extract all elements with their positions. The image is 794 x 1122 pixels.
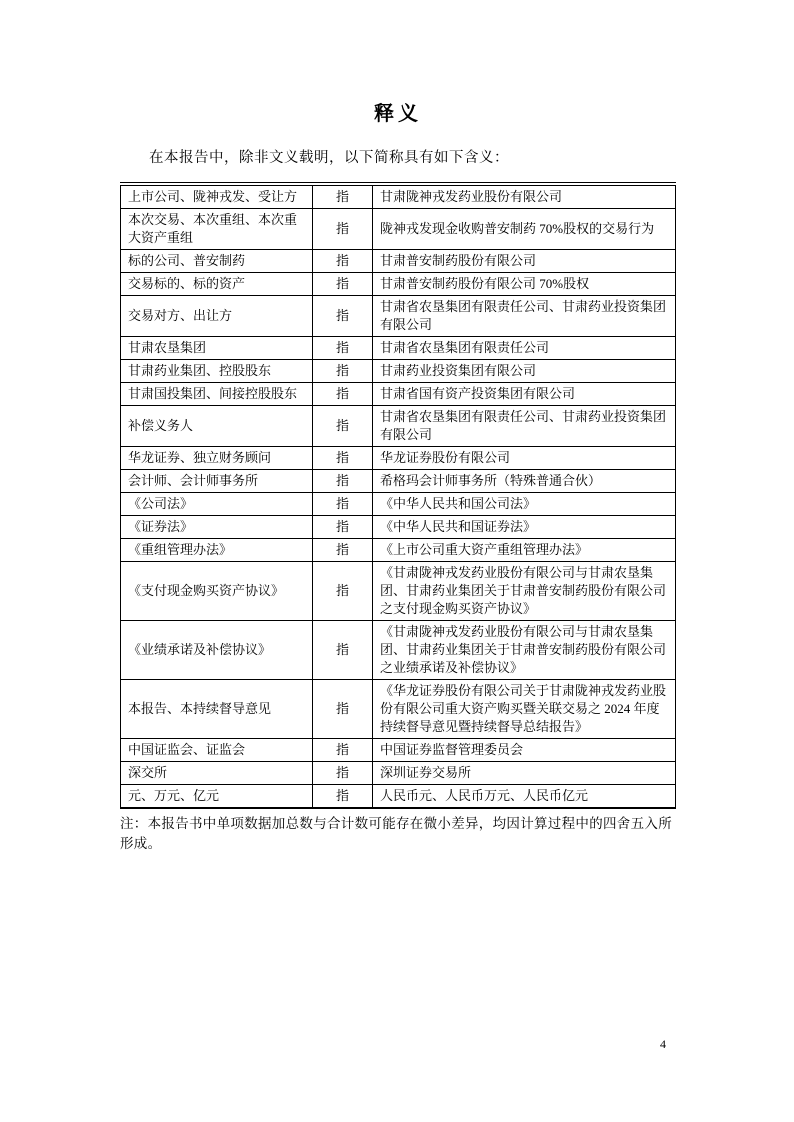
table-row: [121, 296, 676, 337]
ref-cell: 指: [313, 516, 373, 539]
table-row: [121, 470, 676, 493]
table-row: [121, 447, 676, 470]
definition-cell: 甘肃省农垦集团有限责任公司、甘肃药业投资集团有限公司: [373, 296, 676, 337]
ref-cell: 指: [313, 273, 373, 296]
table-row: [121, 785, 676, 809]
term-cell: 本报告、本持续督导意见: [121, 680, 313, 739]
intro-paragraph: 在本报告中，除非文义载明，以下简称具有如下含义：: [149, 150, 509, 166]
definition-cell: 人民币元、人民币万元、人民币亿元: [373, 785, 676, 809]
ref-cell: 指: [313, 785, 373, 809]
table-row: [121, 493, 676, 516]
definition-cell: 甘肃普安制药股份有限公司 70%股权: [373, 273, 676, 296]
ref-cell: 指: [313, 447, 373, 470]
term-cell: 《业绩承诺及补偿协议》: [121, 621, 313, 680]
definition-cell: 深圳证券交易所: [373, 762, 676, 785]
table-row: [121, 562, 676, 621]
definition-cell: 《中华人民共和国证券法》: [373, 516, 676, 539]
term-cell: 元、万元、亿元: [121, 785, 313, 809]
definition-cell: 《甘肃陇神戎发药业股份有限公司与甘肃农垦集团、甘肃药业集团关于甘肃普安制药股份有限公司之支付现金购买资产协议》: [373, 562, 676, 621]
ref-cell: 指: [313, 383, 373, 406]
ref-cell: 指: [313, 739, 373, 762]
term-cell: 《公司法》: [121, 493, 313, 516]
table-row: [121, 360, 676, 383]
table-row: [121, 273, 676, 296]
table-row: [121, 680, 676, 739]
ref-cell: 指: [313, 680, 373, 739]
definition-cell: 甘肃省农垦集团有限责任公司: [373, 337, 676, 360]
ref-cell: 指: [313, 184, 373, 209]
definition-cell: 《中华人民共和国公司法》: [373, 493, 676, 516]
definitions-table-body: [121, 184, 676, 808]
page-number: 4: [660, 1037, 666, 1051]
ref-cell: 指: [313, 209, 373, 250]
table-row: [121, 337, 676, 360]
definitions-table: [120, 182, 676, 809]
table-row: [121, 250, 676, 273]
table-row: [121, 184, 676, 209]
table-row: [121, 209, 676, 250]
table-row: [121, 739, 676, 762]
term-cell: 甘肃国投集团、间接控股股东: [121, 383, 313, 406]
term-cell: 《证券法》: [121, 516, 313, 539]
definition-cell: 《甘肃陇神戎发药业股份有限公司与甘肃农垦集团、甘肃药业集团关于甘肃普安制药股份有限公司之业绩承诺及补偿协议》: [373, 621, 676, 680]
term-cell: 上市公司、陇神戎发、受让方: [121, 184, 313, 209]
term-cell: 交易标的、标的资产: [121, 273, 313, 296]
term-cell: 《重组管理办法》: [121, 539, 313, 562]
ref-cell: 指: [313, 360, 373, 383]
definition-cell: 甘肃省农垦集团有限责任公司、甘肃药业投资集团有限公司: [373, 406, 676, 447]
definition-cell: 甘肃省国有资产投资集团有限公司: [373, 383, 676, 406]
term-cell: 补偿义务人: [121, 406, 313, 447]
definition-cell: 甘肃普安制药股份有限公司: [373, 250, 676, 273]
definition-cell: 《上市公司重大资产重组管理办法》: [373, 539, 676, 562]
term-cell: 中国证监会、证监会: [121, 739, 313, 762]
term-cell: 交易对方、出让方: [121, 296, 313, 337]
ref-cell: 指: [313, 621, 373, 680]
footnote: 注：本报告书中单项数据加总数与合计数可能存在微小差异，均因计算过程中的四舍五入所形成。: [120, 816, 672, 851]
definition-cell: 陇神戎发现金收购普安制药 70%股权的交易行为: [373, 209, 676, 250]
page-title: 释义: [374, 103, 422, 125]
ref-cell: 指: [313, 493, 373, 516]
ref-cell: 指: [313, 762, 373, 785]
definition-cell: 甘肃药业投资集团有限公司: [373, 360, 676, 383]
table-row: [121, 383, 676, 406]
term-cell: 本次交易、本次重组、本次重大资产重组: [121, 209, 313, 250]
term-cell: 标的公司、普安制药: [121, 250, 313, 273]
definition-cell: 甘肃陇神戎发药业股份有限公司: [373, 184, 676, 209]
term-cell: 《支付现金购买资产协议》: [121, 562, 313, 621]
term-cell: 甘肃药业集团、控股股东: [121, 360, 313, 383]
table-row: [121, 406, 676, 447]
ref-cell: 指: [313, 250, 373, 273]
ref-cell: 指: [313, 562, 373, 621]
table-row: [121, 621, 676, 680]
table-row: [121, 539, 676, 562]
ref-cell: 指: [313, 470, 373, 493]
term-cell: 甘肃农垦集团: [121, 337, 313, 360]
ref-cell: 指: [313, 539, 373, 562]
term-cell: 会计师、会计师事务所: [121, 470, 313, 493]
definition-cell: 《华龙证券股份有限公司关于甘肃陇神戎发药业股份有限公司重大资产购买暨关联交易之 2024 年度持续督导意见暨持续督导总结报告》: [373, 680, 676, 739]
table-row: [121, 762, 676, 785]
term-cell: 华龙证券、独立财务顾问: [121, 447, 313, 470]
ref-cell: 指: [313, 337, 373, 360]
ref-cell: 指: [313, 406, 373, 447]
term-cell: 深交所: [121, 762, 313, 785]
ref-cell: 指: [313, 296, 373, 337]
definition-cell: 希格玛会计师事务所（特殊普通合伙）: [373, 470, 676, 493]
definition-cell: 华龙证券股份有限公司: [373, 447, 676, 470]
table-row: [121, 516, 676, 539]
definition-cell: 中国证券监督管理委员会: [373, 739, 676, 762]
